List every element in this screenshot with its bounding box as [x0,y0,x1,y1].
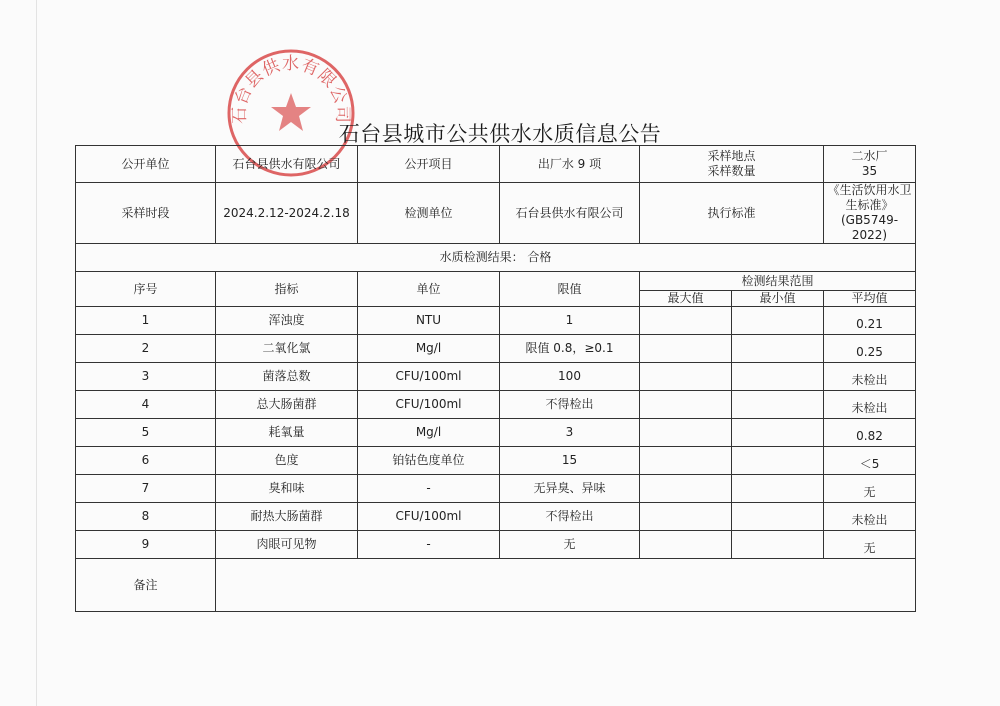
header-max: 最大值 [640,291,732,307]
row-indicator: 肉眼可见物 [216,531,358,559]
row-seq: 3 [76,363,216,391]
row-min [732,531,824,559]
row-min [732,363,824,391]
header-row-1 [76,272,916,291]
row-avg: 0.25 [824,335,916,363]
row-unit: 铂钴色度单位 [358,447,500,475]
seal-text: 石台县供水有限公司 [229,54,353,124]
notes-value [216,559,916,612]
row-indicator: 耗氧量 [216,419,358,447]
table-row [76,363,916,391]
publisher-label: 公开单位 [76,146,216,183]
table-row [76,391,916,419]
row-limit: 限值 0.8，≥0.1 [500,335,640,363]
row-unit: NTU [358,307,500,335]
row-unit: Mg/l [358,335,500,363]
row-indicator: 臭和味 [216,475,358,503]
page-title: 石台县城市公共供水水质信息公告 [338,122,662,146]
item-value: 出厂水 9 项 [500,146,640,183]
period-label: 采样时段 [76,183,216,244]
site-label: 采样地点 [707,149,756,163]
row-min [732,307,824,335]
notes-label: 备注 [76,559,216,612]
table-row [76,419,916,447]
header-indicator: 指标 [216,272,358,307]
row-limit: 不得检出 [500,391,640,419]
site-count-values [824,146,916,183]
row-limit: 3 [500,419,640,447]
row-unit: CFU/100ml [358,503,500,531]
row-max [640,447,732,475]
row-min [732,419,824,447]
row-min [732,391,824,419]
result-value: 合格 [527,250,552,264]
row-limit: 无 [500,531,640,559]
row-seq: 2 [76,335,216,363]
publisher-value: 石台县供水有限公司 [216,146,358,183]
row-max [640,307,732,335]
row-avg: 0.21 [824,307,916,335]
row-avg: ＜5 [824,447,916,475]
row-seq: 7 [76,475,216,503]
row-min [732,475,824,503]
seal-star-icon [271,93,311,131]
header-min: 最小值 [732,291,824,307]
row-unit: Mg/l [358,419,500,447]
row-seq: 8 [76,503,216,531]
item-label: 公开项目 [358,146,500,183]
count-label: 采样数量 [707,164,756,178]
row-seq: 5 [76,419,216,447]
notes-row [76,559,916,612]
row-avg: 0.82 [824,419,916,447]
row-indicator: 浑浊度 [216,307,358,335]
row-min [732,335,824,363]
row-indicator: 色度 [216,447,358,475]
row-avg: 无 [824,475,916,503]
row-max [640,531,732,559]
row-seq: 9 [76,531,216,559]
row-indicator: 菌落总数 [216,363,358,391]
row-avg: 未检出 [824,363,916,391]
result-label: 水质检测结果： [439,250,524,264]
row-indicator: 耐热大肠菌群 [216,503,358,531]
row-unit: - [358,475,500,503]
lab-value: 石台县供水有限公司 [500,183,640,244]
result-cell [76,244,916,272]
standard-label: 执行标准 [640,183,824,244]
row-indicator: 二氧化氯 [216,335,358,363]
row-unit: CFU/100ml [358,363,500,391]
table-row [76,531,916,559]
row-unit: - [358,531,500,559]
result-row [76,244,916,272]
row-unit: CFU/100ml [358,391,500,419]
standard-value: 《生活饮用水卫生标准》(GB5749-2022) [824,183,916,244]
row-max [640,335,732,363]
period-value: 2024.2.12-2024.2.18 [216,183,358,244]
row-indicator: 总大肠菌群 [216,391,358,419]
header-limit: 限值 [500,272,640,307]
header-range: 检测结果范围 [640,272,916,291]
lab-label: 检测单位 [358,183,500,244]
info-row-1 [76,146,916,183]
row-limit: 不得检出 [500,503,640,531]
row-seq: 6 [76,447,216,475]
table-row [76,503,916,531]
row-avg: 未检出 [824,503,916,531]
table-row [76,335,916,363]
row-max [640,363,732,391]
header-avg: 平均值 [824,291,916,307]
count-value: 35 [861,164,878,178]
header-seq: 序号 [76,272,216,307]
table-row [76,447,916,475]
table-row [76,475,916,503]
row-limit: 1 [500,307,640,335]
row-avg: 无 [824,531,916,559]
row-limit: 15 [500,447,640,475]
row-avg: 未检出 [824,391,916,419]
info-row-2 [76,183,916,244]
site-value: 二水厂 [851,149,888,163]
row-seq: 4 [76,391,216,419]
row-max [640,419,732,447]
page-edge [36,0,37,706]
table-row [76,307,916,335]
site-count-labels [640,146,824,183]
row-seq: 1 [76,307,216,335]
row-limit: 无异臭、异味 [500,475,640,503]
row-max [640,475,732,503]
row-limit: 100 [500,363,640,391]
water-quality-table [75,145,916,612]
row-min [732,503,824,531]
header-unit: 单位 [358,272,500,307]
row-max [640,503,732,531]
row-max [640,391,732,419]
row-min [732,447,824,475]
